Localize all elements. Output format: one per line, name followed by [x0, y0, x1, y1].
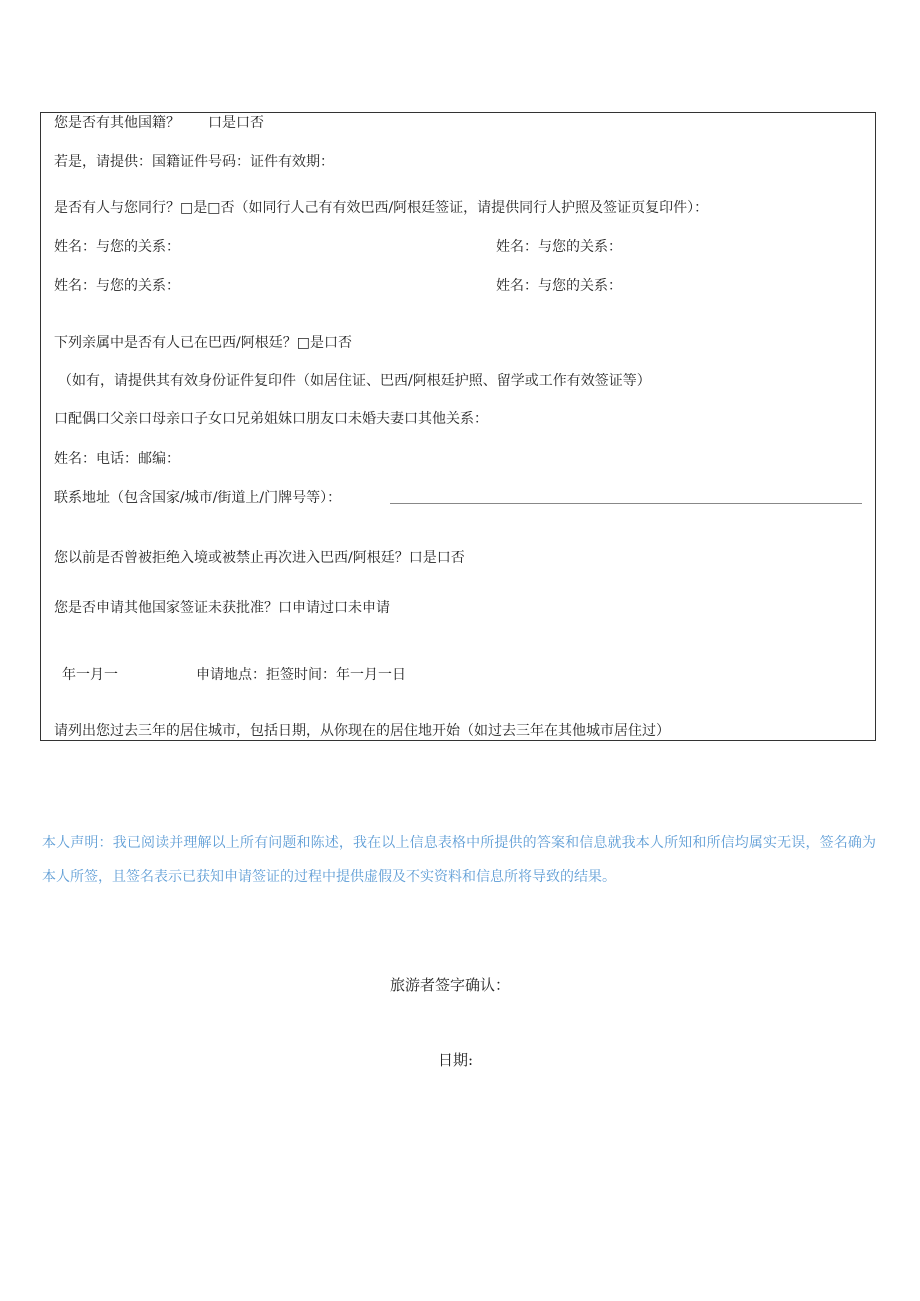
- companion-4-name-relation: 姓名：与您的关系：: [496, 278, 622, 294]
- traveler-signature-label: 旅游者签字确认：: [390, 976, 511, 994]
- contact-address-input-line[interactable]: [390, 503, 862, 504]
- refusal-application-date: 年一月一: [62, 667, 118, 683]
- relatives-document-note: （如有，请提供其有效身份证件复印件（如居住证、巴西/阿根廷护照、留学或工作有效签证等）: [58, 373, 651, 389]
- refusal-place-and-time: 申请地点：拒签时间：年一月一日: [196, 667, 406, 683]
- entry-refused-question: 您以前是否曾被拒绝入境或被禁止再次进入巴西/阿根廷？口是口否: [54, 550, 465, 566]
- other-nationality-question: 您是否有其他国籍？ 口是口否: [54, 115, 264, 131]
- visa-refused-question: 您是否申请其他国家签证未获批准？口申请过口未申请: [54, 600, 390, 616]
- nationality-document-fields: 若是，请提供：国籍证件号码：证件有效期：: [54, 154, 334, 170]
- companion-3-name-relation: 姓名：与您的关系：: [54, 278, 180, 294]
- residence-history-question: 请列出您过去三年的居住城市，包括日期，从你现在的居住地开始（如过去三年在其他城市居住过）: [54, 723, 670, 739]
- contact-address-label: 联系地址（包含国家/城市/街道上/门牌号等）：: [54, 490, 342, 506]
- relatives-abroad-question: 下列亲属中是否有人已在巴西/阿根廷？□是口否: [54, 335, 352, 351]
- companion-2-name-relation: 姓名：与您的关系：: [496, 239, 622, 255]
- companion-1-name-relation: 姓名：与您的关系：: [54, 239, 180, 255]
- signature-date-label: 日期:: [438, 1051, 474, 1069]
- applicant-declaration: 本人声明：我已阅读并理解以上所有问题和陈述，我在以上信息表格中所提供的答案和信息就我本人所知和所信均属实无误，签名确为本人所签，且签名表示已获知申请签证的过程中提供虚假及不实资料和信息所将导致的结果。: [42, 835, 876, 885]
- traveling-companion-question: 是否有人与您同行？□是□否（如同行人己有有效巴西/阿根廷签证，请提供同行人护照及签证页复印件）：: [54, 200, 709, 216]
- relation-options: 口配偶口父亲口母亲口子女口兄弟姐妹口朋友口未婚夫妻口其他关系：: [54, 411, 488, 427]
- relative-contact-fields: 姓名：电话：邮编：: [54, 451, 180, 467]
